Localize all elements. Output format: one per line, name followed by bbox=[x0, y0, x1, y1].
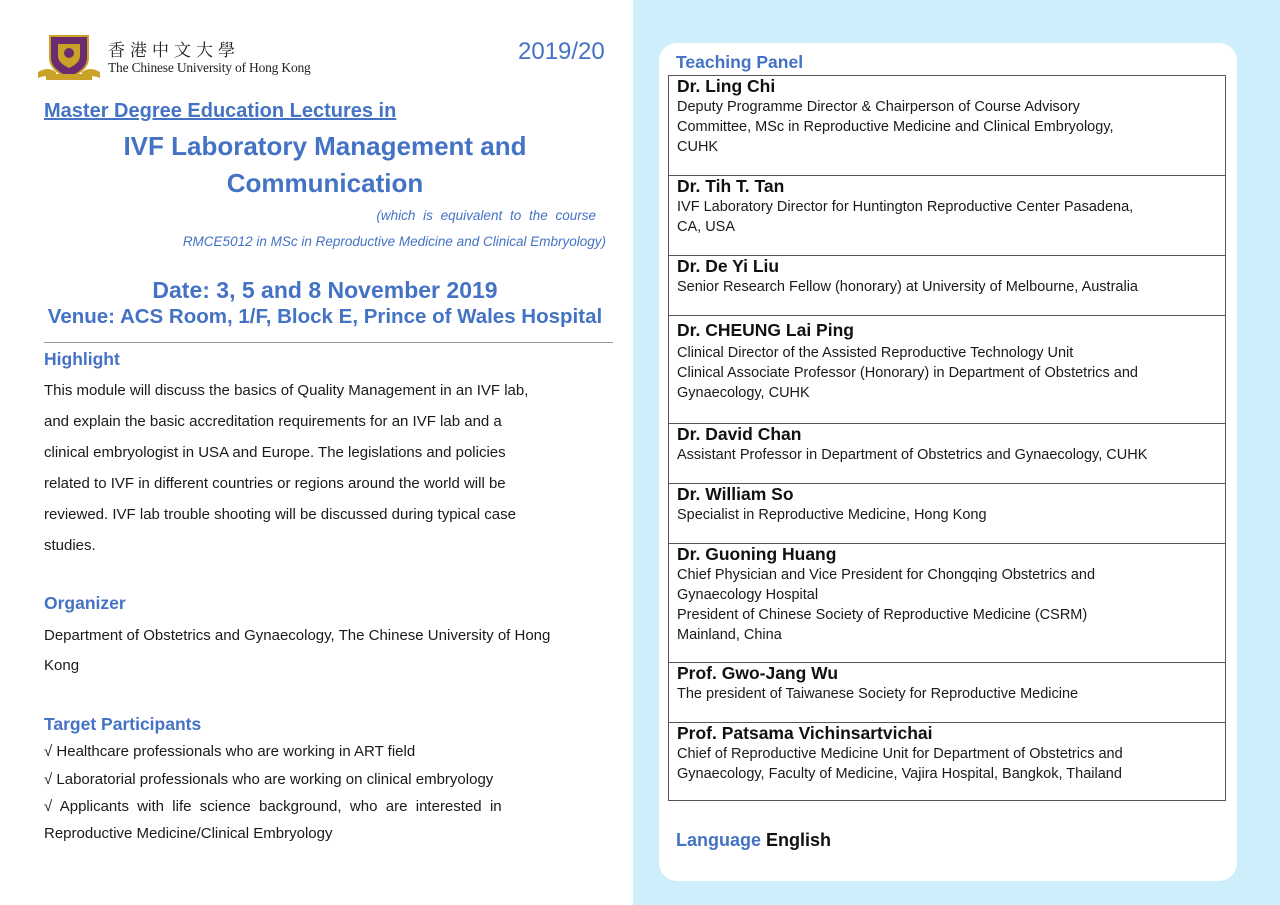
highlight-line: clinical embryologist in USA and Europe. The legislations and policies bbox=[44, 444, 506, 461]
course-title-line-2: Communication bbox=[226, 168, 424, 198]
member-desc-line: Clinical Associate Professor (Honorary) in Department of Obstetrics and bbox=[677, 365, 1138, 381]
target-item: √ Applicants with life science background, who are interested in bbox=[44, 798, 502, 815]
member-desc-line: President of Chinese Society of Reproductive Medicine (CSRM) bbox=[677, 607, 1088, 623]
member-desc-line: The president of Taiwanese Society for Reproductive Medicine bbox=[677, 686, 1079, 702]
lecture-series-heading: Master Degree Education Lectures in bbox=[44, 100, 397, 122]
member-desc-line: Gynaecology Hospital bbox=[677, 587, 819, 603]
panel-member-row bbox=[669, 176, 1225, 256]
event-date: Date: 3, 5 and 8 November 2019 bbox=[152, 277, 498, 303]
member-desc-line: Specialist in Reproductive Medicine, Hong Kong bbox=[677, 507, 987, 523]
member-name: Dr. David Chan bbox=[677, 424, 802, 444]
member-name: Dr. De Yi Liu bbox=[677, 256, 780, 276]
panel-member-row bbox=[669, 723, 1225, 801]
target-item: Reproductive Medicine/Clinical Embryology bbox=[44, 825, 333, 842]
member-name: Dr. CHEUNG Lai Ping bbox=[677, 320, 854, 340]
university-name-chinese: 香港中文大學 bbox=[108, 41, 240, 61]
highlight-line: related to IVF in different countries or regions around the world will be bbox=[44, 475, 506, 492]
organizer-line: Kong bbox=[44, 657, 80, 674]
panel-member-row bbox=[669, 76, 1225, 176]
panel-member-row bbox=[669, 484, 1225, 544]
panel-member-row bbox=[669, 544, 1225, 663]
member-desc-line: Chief Physician and Vice President for Chongqing Obstetrics and bbox=[677, 567, 1096, 583]
highlight-line: This module will discuss the basics of Quality Management in an IVF lab, bbox=[44, 382, 529, 399]
member-desc-line: Senior Research Fellow (honorary) at University of Melbourne, Australia bbox=[677, 279, 1138, 295]
highlight-line: studies. bbox=[44, 537, 96, 554]
event-venue: Venue: ACS Room, 1/F, Block E, Prince of Wales Hospital bbox=[47, 305, 603, 328]
language-line bbox=[676, 830, 831, 851]
member-name: Dr. William So bbox=[677, 484, 794, 504]
member-name: Prof. Patsama Vichinsartvichai bbox=[677, 723, 933, 743]
target-item: √ Laboratorial professionals who are working on clinical embryology bbox=[44, 771, 494, 788]
cuhk-crest-icon bbox=[36, 32, 102, 84]
target-item: √ Healthcare professionals who are working in ART field bbox=[44, 743, 416, 760]
highlight-line: reviewed. IVF lab trouble shooting will be discussed during typical case bbox=[44, 506, 516, 523]
member-desc-line: Gynaecology, CUHK bbox=[677, 385, 810, 401]
course-title-line-1: IVF Laboratory Management and bbox=[123, 131, 527, 161]
member-desc-line: Deputy Programme Director & Chairperson of Course Advisory bbox=[677, 99, 1080, 115]
member-desc-line: Committee, MSc in Reproductive Medicine and Clinical Embryology, bbox=[677, 119, 1114, 135]
member-desc-line: IVF Laboratory Director for Huntington Reproductive Center Pasadena, bbox=[677, 199, 1134, 215]
member-desc-line: CA, USA bbox=[677, 219, 736, 235]
member-desc-line: Gynaecology, Faculty of Medicine, Vajira Hospital, Bangkok, Thailand bbox=[677, 766, 1122, 782]
language-value: English bbox=[766, 830, 832, 850]
panel-member-row bbox=[669, 256, 1225, 316]
course-equivalence-line-1: (which is equivalent to the course bbox=[376, 208, 596, 223]
member-desc-line: CUHK bbox=[677, 139, 719, 155]
panel-member-row bbox=[669, 316, 1225, 424]
target-heading: Target Participants bbox=[44, 714, 202, 734]
highlight-heading: Highlight bbox=[44, 349, 120, 369]
member-desc-line: Clinical Director of the Assisted Reproductive Technology Unit bbox=[677, 345, 1074, 361]
member-name: Prof. Gwo-Jang Wu bbox=[677, 663, 839, 683]
member-name: Dr. Tih T. Tan bbox=[677, 176, 785, 196]
organizer-line: Department of Obstetrics and Gynaecology, The Chinese University of Hong bbox=[44, 627, 551, 644]
teaching-panel-table bbox=[668, 75, 1226, 801]
teaching-panel-heading: Teaching Panel bbox=[676, 52, 804, 72]
highlight-line: and explain the basic accreditation requirements for an IVF lab and a bbox=[44, 413, 502, 430]
university-name-english: The Chinese University of Hong Kong bbox=[108, 60, 311, 75]
academic-year: 2019/20 bbox=[518, 38, 605, 65]
member-name: Dr. Ling Chi bbox=[677, 76, 776, 96]
course-equivalence-line-2: RMCE5012 in MSc in Reproductive Medicine and Clinical Embryology) bbox=[182, 234, 606, 249]
member-desc-line: Assistant Professor in Department of Obstetrics and Gynaecology, CUHK bbox=[677, 447, 1148, 463]
panel-member-row bbox=[669, 663, 1225, 723]
course-title bbox=[44, 128, 606, 202]
organizer-heading: Organizer bbox=[44, 593, 126, 613]
member-desc-line: Chief of Reproductive Medicine Unit for Department of Obstetrics and bbox=[677, 746, 1123, 762]
divider bbox=[44, 342, 613, 343]
member-desc-line: Mainland, China bbox=[677, 627, 782, 643]
member-name: Dr. Guoning Huang bbox=[677, 544, 837, 564]
language-label: Language bbox=[676, 830, 762, 850]
panel-member-row bbox=[669, 424, 1225, 484]
